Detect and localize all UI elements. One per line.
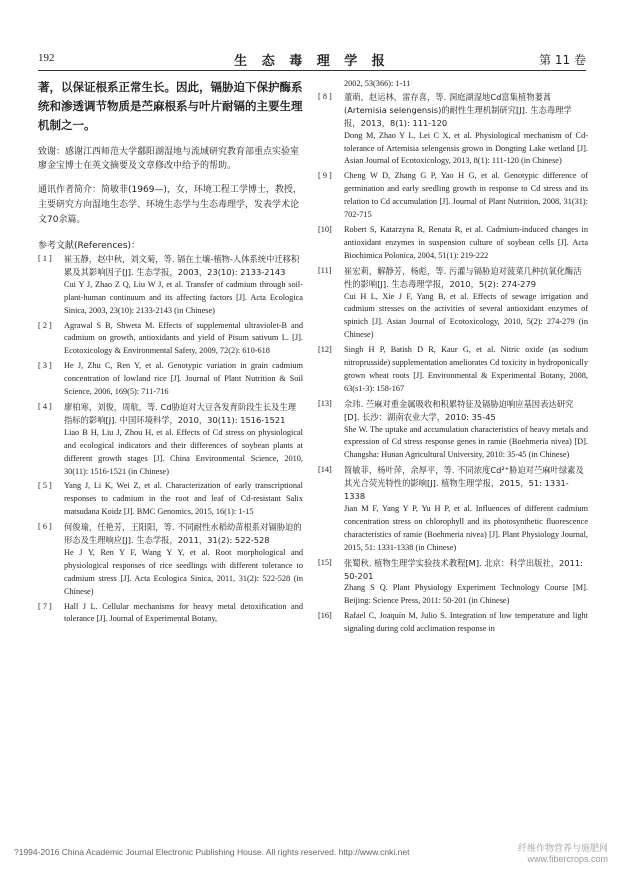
acknowledgement: 致谢：感谢江西师范大学鄱阳湖湿地与流域研究教育部重点实验室廖金宝博士在英文摘要及文章修改中给予的帮助。	[38, 147, 300, 171]
left-column	[38, 78, 303, 628]
reference-body	[344, 91, 588, 168]
reference-list	[38, 253, 303, 626]
reference-body	[344, 224, 588, 263]
copyright-line: ?1994-2016 China Academic Journal Electronic Publishing House. All rights reserved. http://www.cnki.net	[14, 847, 410, 857]
reference-english: Cui Y J, Zhao Z Q, Liu W J, et al. Transfer of cadmium through soil-plant-human continuum and its affecting factors [J]. Acta Ecologica Sinica, 2003, 23(10): 2133-2143 (in Chinese)	[64, 279, 303, 315]
page-number: 192	[38, 52, 55, 64]
reference-chinese: 廖柏寒，刘俊，周航，等. Cd胁迫对大豆各发育阶段生长及生理指标的影响[J]. 中国环境科学，2010，30(11): 1516-1521	[64, 401, 297, 425]
reference-number: [10]	[318, 224, 332, 234]
reference-list	[318, 91, 588, 636]
reference-body	[64, 320, 303, 359]
reference-body	[344, 557, 588, 609]
reference-body	[344, 464, 588, 554]
reference-english: He J Y, Ren Y F, Wang Y Y, et al. Root morphological and physiological responses of rice seedlings with different tolerance to cadmium stress [J]. Acta Ecologica Sinica, 2011, 31(2): 522-528 (in Chinese)	[64, 547, 303, 596]
reference-body	[64, 521, 303, 598]
reference-english: Agrawal S B, Shweta M. Effects of supplemental ultraviolet-B and cadmium on growth, antioxidants and yield of Pisum sativum L. [J]. Ecotoxicology & Environmental Safety, 2009, 72(2): 610-618	[64, 320, 303, 356]
reference-entry	[38, 401, 303, 478]
reference-number: [15]	[318, 557, 332, 567]
reference-english: Cheng W D, Zhang G P, Yao H G, et al. Genotypic difference of germination and early seedling growth in response to Cd stress and its relation to Cd accumulation [J]. Journal of Plant Nutrition, 2008, 31(31): 702-715	[344, 171, 588, 220]
reference-chinese: 崔玉静，赵中秋，刘文菊，等. 镉在土壤-植物-人体系统中迁移积累及其影响因子[J]. 生态学报，2003，23(10): 2133-2143	[64, 254, 300, 277]
reference-english: Zhang S Q. Plant Physiology Experiment Technology Course [M]. Beijing: Science Press, 2011: 50-201 (in Chinese)	[344, 583, 588, 606]
watermark: 纤维作物营养与施肥网 www.fibercrops.com	[517, 843, 608, 864]
reference-number: [13]	[318, 398, 332, 408]
reference-number: [ 9 ]	[318, 171, 332, 181]
reference-number: [ 8 ]	[318, 91, 332, 101]
reference-continuation: 2002, 53(366): 1-11	[344, 79, 411, 88]
reference-english: Hall J L. Cellular mechanisms for heavy metal detoxification and tolerance [J]. Journal of Experimental Botany,	[64, 601, 303, 624]
reference-number: [11]	[318, 265, 332, 275]
reference-chinese: 何俊瑜，任艳芳，王阳阳，等. 不同耐性水稻幼苗根系对镉胁迫的形态及生理响应[J]. 生态学报，2011，31(2): 522-528	[64, 522, 302, 546]
reference-english: He J, Zhu C, Ren Y, et al. Genotypic variation in grain cadmium concentration of lowland rice [J]. Journal of Plant Nutrition & Soil Science, 2006, 169(5): 711-716	[64, 361, 303, 397]
reference-number: [ 2 ]	[38, 320, 52, 330]
reference-chinese: 简敏菲，杨叶萍，余厚平，等. 不同浓度Cd²⁺胁迫对苎麻叶绿素及其光合荧光特性的影响[J]. 植物生理学报，2015，51: 1331-1338	[344, 465, 584, 502]
reference-entry	[38, 480, 303, 519]
reference-english: Rafael C, Joaquín M, Julio S. Integration of low temperature and light signaling during cold acclimation response in	[344, 611, 588, 634]
reference-body	[64, 601, 303, 627]
reference-entry	[318, 464, 588, 554]
reference-english: Yang J, Li K, Wei Z, et al. Characterization of early transcriptional responses to cadmium in the root and leaf of Cd-resistant Salix matsudana Koidz [J]. BMC Genomics, 2015, 16(1): 1-15	[64, 481, 303, 517]
author-bio: 通讯作者简介：简敏菲(1969—)，女，环境工程工学博士，教授，主要研究方向湿地生态学、环境生态学与生态毒理学，发表学术论文70余篇。	[38, 185, 302, 225]
reference-english: She W. The uptake and accumulation characteristics of heavy metals and expression of Cd stress response genes in ramie (Boehmeria nivea) [D]. Changsha: Hunan Agricultural University, 2010: 35-45 (in Chinese)	[344, 424, 588, 460]
reference-number: [16]	[318, 611, 332, 621]
reference-english: Robert S, Katarzyna R, Renata R, et al. Cadmium-induced changes in antioxidant enzymes in suspension culture of soybean cells [J]. Acta Biochimica Polonica, 2004, 51(1): 219-222	[344, 224, 588, 260]
reference-english: Liao B H, Liu J, Zhou H, et al. Effects of Cd stress on physiological and ecological indicators and their differences of soybean plants at different growth stages [J]. China Environmental Science, 2010, 30(11): 1516-1521 (in Chinese)	[64, 427, 303, 476]
reference-entry	[318, 398, 588, 463]
reference-entry	[38, 360, 303, 399]
reference-chinese: 张蜀秋. 植物生理学实验技术教程[M]. 北京：科学出版社，2011: 50-201	[344, 557, 583, 581]
reference-number: [ 1 ]	[38, 254, 52, 263]
reference-number: [ 6 ]	[38, 522, 52, 532]
reference-number: [14]	[318, 465, 332, 475]
reference-body	[64, 360, 303, 399]
reference-entry	[38, 320, 303, 359]
body-paragraph: 著，以保证根系正常生长。因此，镉胁迫下保护酶系统和渗透调节物质是苎麻根系与叶片耐镉的主要生理机制之一。	[38, 80, 303, 132]
reference-entry	[318, 557, 588, 609]
reference-entry	[318, 91, 588, 168]
reference-entry	[38, 601, 303, 627]
reference-body	[344, 265, 588, 342]
reference-body	[344, 344, 588, 396]
reference-chinese: 董萌，赵运林，雷存喜，等. 洞庭湖湿地Cd富集植物蒌蒿(Artemisia selengensis)的耐性生理机制研究[J]. 生态毒理学报，2013，8(1): 111-120	[344, 91, 572, 128]
reference-body	[344, 610, 588, 636]
reference-number: [ 5 ]	[38, 481, 52, 491]
reference-number: [ 7 ]	[38, 601, 52, 611]
reference-number: [ 3 ]	[38, 361, 52, 371]
references-title: 参考文献(References)：	[38, 241, 141, 251]
reference-english: Cui H L, Xie J F, Yang B, et al. Effects of sewage irrigation and cadmium stresses on the activities of several antioxidant enzymes of spinich [J]. Asian Journal of Ecotoxicology, 2010, 5(2): 274-279 (in Chinese)	[344, 291, 588, 340]
reference-english: Singh H P, Batish D R, Kaur G, et al. Nitric oxide (as sodium nitroprusside) supplementation ameliorates Cd toxicity in hydroponically grown wheat roots [J]. Environmental & Experimental Botany, 2008, 63(s1-3): 158-167	[344, 345, 588, 393]
reference-body	[64, 253, 303, 318]
reference-entry	[318, 344, 588, 396]
volume-label: 第 11 卷	[539, 53, 586, 67]
reference-entry	[318, 170, 588, 222]
page-header	[38, 48, 586, 71]
reference-body	[344, 398, 588, 463]
reference-body	[64, 480, 303, 519]
reference-body	[344, 170, 588, 222]
reference-entry	[318, 224, 588, 263]
reference-entry	[318, 610, 588, 636]
reference-body	[64, 401, 303, 478]
page-footer	[14, 843, 608, 864]
reference-chinese: 崔宏莉，解静芳，杨彪，等. 污灌与镉胁迫对菠菜几种抗氧化酶活性的影响[J]. 生态毒理学报，2010，5(2): 274-279	[344, 265, 582, 289]
reference-english: Dong M, Zhao Y L, Lei C X, et al. Physiological mechanism of Cd-tolerance of Artemisia selengensis grown in Dongting Lake wetland [J]. Asian Journal of Ecotoxicology, 2013, 8(1): 111-120 (in Chinese)	[344, 130, 588, 166]
reference-chinese: 佘玮. 苎麻对重金属吸收和积累特征及镉胁迫响应基因表达研究[D]. 长沙：湖南农业大学，2010: 35-45	[344, 398, 574, 422]
reference-entry	[38, 253, 303, 318]
reference-english: Jian M F, Yang Y P, Yu H P, et al. Influences of different cadmium concentration stress on chlorophyll and its photosynthetic fluorescence characteristics of ramie (Boehmeria nivea) [J]. Plant Physiology Journal, 2015, 51: 1331-1338 (in Chinese)	[344, 504, 588, 552]
journal-title: 生 态 毒 理 学 报	[234, 54, 390, 69]
right-column	[318, 78, 588, 638]
reference-number: [ 4 ]	[38, 401, 52, 411]
reference-number: [12]	[318, 345, 332, 355]
reference-entry	[38, 521, 303, 598]
reference-entry	[318, 265, 588, 342]
